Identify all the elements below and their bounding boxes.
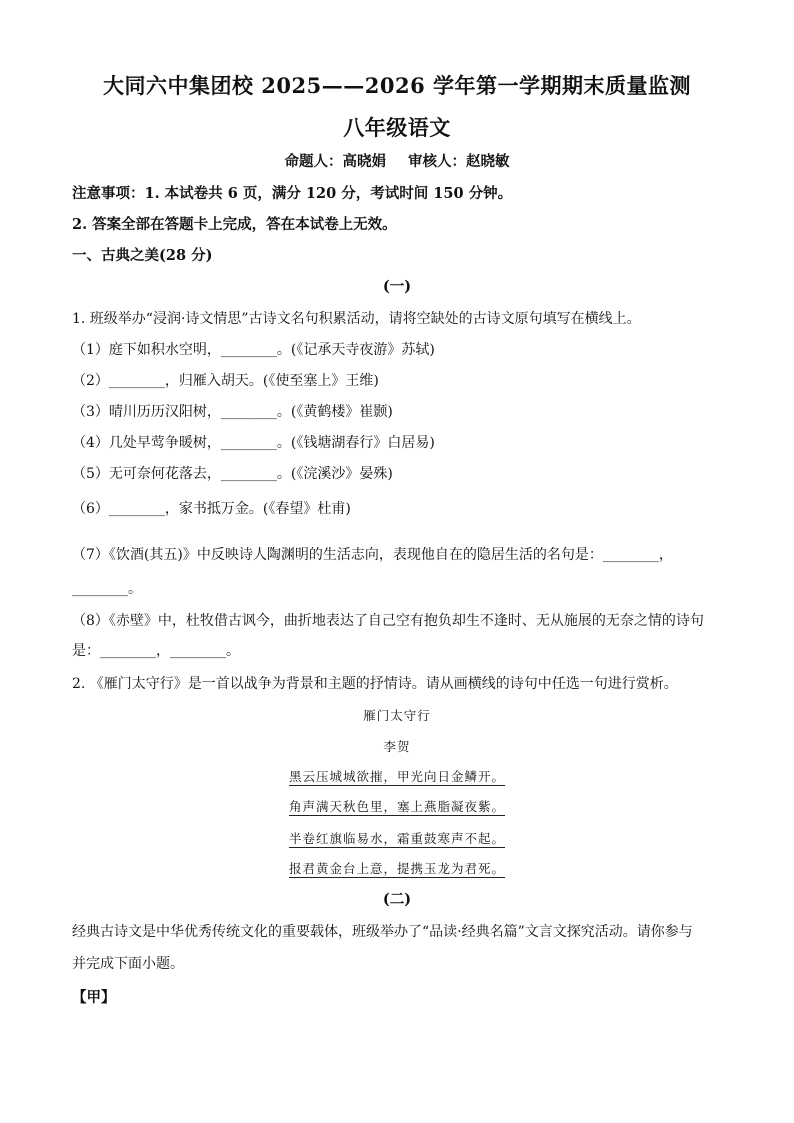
underlined-poem-line: 黑云压城城欲摧，甲光向日金鳞开。 (288, 769, 505, 784)
fill-item-7-line-2: ________。 (72, 581, 142, 597)
fill-item-6: （6）________，家书抵万金。(《春望》杜甫) (72, 501, 351, 517)
fill-item-1: （1）庭下如积水空明，________。(《记承天寺夜游》苏轼) (72, 342, 435, 358)
note-2: 2. 答案全部在答题卡上完成，答在本试卷上无效。 (72, 216, 397, 233)
authors-line (0, 150, 794, 171)
fill-item-2: （2）________，归雁入胡天。(《使至塞上》王维) (72, 373, 379, 389)
exam-subtitle: 八年级语文 (343, 115, 451, 140)
underlined-poem-line: 报君黄金台上意，提携玉龙为君死。 (288, 861, 505, 876)
underlined-poem-line: 半卷红旗临易水，霜重鼓寒声不起。 (288, 831, 505, 846)
section-heading: 一、古典之美(28 分) (72, 247, 213, 264)
reviewer-label: 审核人：赵晓敏 (408, 153, 510, 170)
poem-line-4 (0, 859, 794, 877)
poem-line-1 (0, 767, 794, 785)
part-2-intro-line-2: 并完成下面小题。 (72, 956, 184, 972)
underlined-poem-line: 角声满天秋色里，塞上燕脂凝夜紫。 (288, 799, 505, 814)
fill-item-4: （4）几处早莺争暖树，________。(《钱塘湖春行》白居易) (72, 435, 435, 451)
part-2-intro-line-1: 经典古诗文是中华优秀传统文化的重要载体，班级举办了“品读·经典名篇”文言文探究活动。请你参与 (72, 924, 693, 940)
question-1-intro: 1. 班级举办“浸润·诗文情思”古诗文名句积累活动，请将空缺处的古诗文原句填写在横线上。 (72, 311, 641, 327)
author-label: 命题人：高晓娟 (284, 153, 386, 170)
fill-item-5: （5）无可奈何花落去，________。(《浣溪沙》晏殊) (72, 466, 393, 482)
part-2-heading: (二) (382, 891, 412, 908)
exam-title: 大同六中集团校 2025——2026 学年第一学期期末质量监测 (102, 73, 691, 98)
note-1: 注意事项：1. 本试卷共 6 页，满分 120 分，考试时间 150 分钟。 (72, 185, 513, 202)
fill-item-7-line-1: （7）《饮酒(其五)》中反映诗人陶渊明的生活志向，表现他自在的隐居生活的名句是：________， (72, 547, 673, 563)
fill-item-8-line-1: （8）《赤壁》中，杜牧借古讽今，曲折地表达了自己空有抱负却生不逢时、无从施展的无奈之情的诗句 (72, 613, 704, 629)
question-2-intro: 2. 《雁门太守行》是一首以战争为背景和主题的抒情诗。请从画横线的诗句中任选一句进行赏析。 (72, 676, 678, 692)
passage-jia-label: 【甲】 (72, 989, 116, 1006)
poem-line-3 (0, 829, 794, 847)
fill-item-3: （3）晴川历历汉阳树，________。(《黄鹤楼》崔颢) (72, 404, 393, 420)
poem-author: 李贺 (383, 739, 411, 754)
fill-item-8-line-2: 是：________，________。 (72, 643, 240, 659)
part-1-heading: (一) (382, 278, 412, 295)
poem-title: 雁门太守行 (363, 708, 431, 723)
poem-line-2 (0, 797, 794, 815)
